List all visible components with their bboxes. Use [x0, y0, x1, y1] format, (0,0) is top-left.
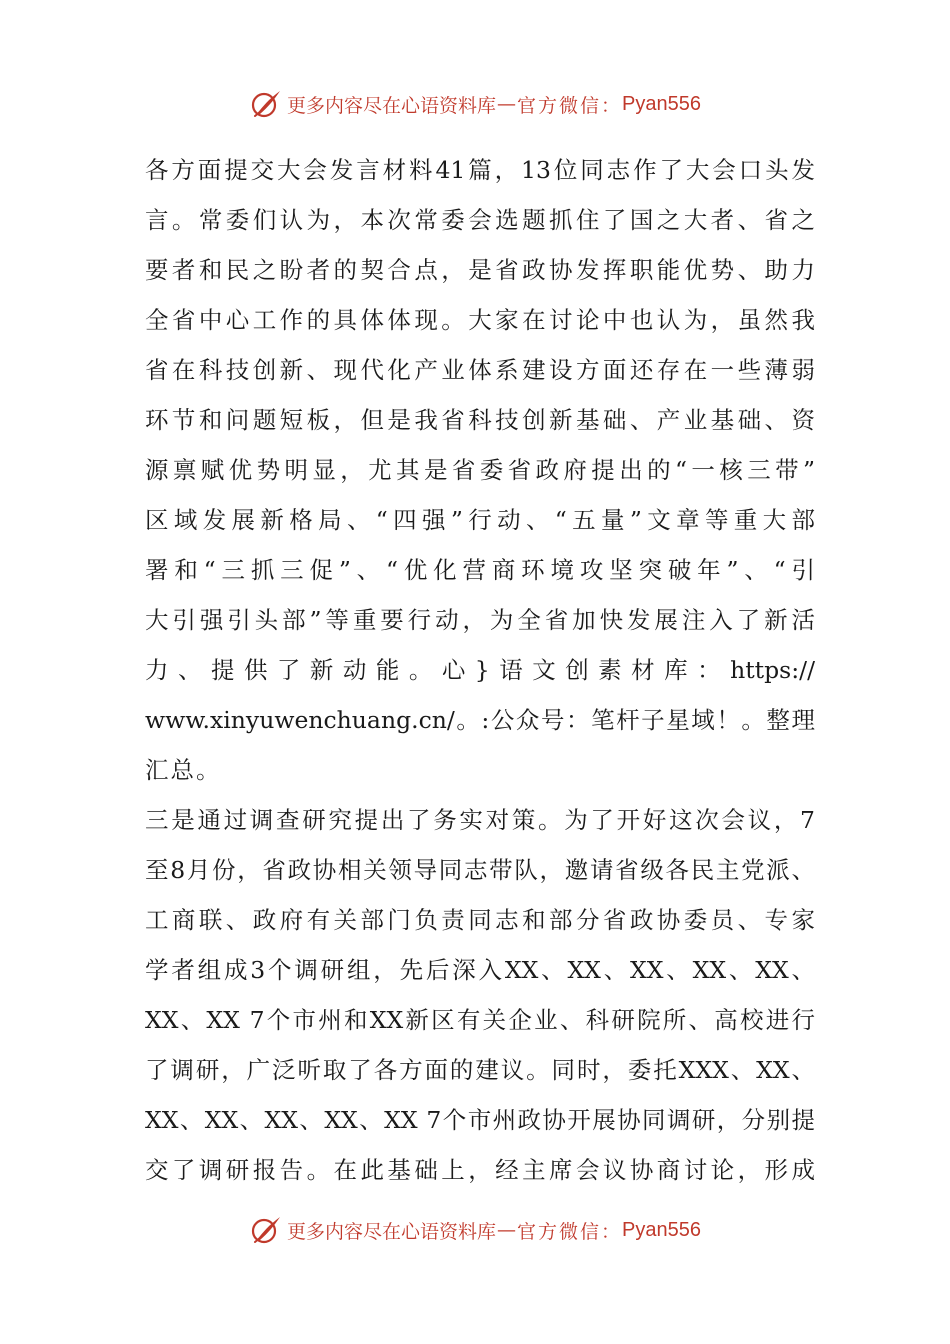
quill-logo-icon — [249, 87, 283, 121]
watermark-dash: — — [497, 93, 517, 115]
body-line-12: www.xinyuwenchuang.cn/。:公众号：笔杆子星域！。整理 — [145, 706, 815, 734]
body-line-17: 学者组成3个调研组，先后深入XX、XX、XX、XX、XX、 — [145, 956, 815, 984]
quill-logo-icon — [249, 1213, 283, 1247]
body-line-21: 交了调研报告。在此基础上，经主席会议协商讨论，形成 — [145, 1156, 815, 1184]
body-line-4: 全省中心工作的具体体现。大家在讨论中也认为，虽然我 — [145, 306, 815, 334]
document-body — [145, 145, 815, 1195]
body-line-1: 各方面提交大会发言材料41篇，13位同志作了大会口头发 — [145, 156, 815, 184]
watermark-dash: — — [497, 1219, 517, 1241]
body-line-10: 大引强引头部”等重要行动，为全省加快发展注入了新活 — [145, 606, 815, 634]
body-line-16: 工商联、政府有关部门负责同志和部分省政协委员、专家 — [145, 906, 815, 934]
body-line-14: 三是通过调查研究提出了务实对策。为了开好这次会议，7 — [145, 806, 815, 834]
body-line-9: 署和“三抓三促”、“优化营商环境攻坚突破年”、“引 — [145, 556, 815, 584]
body-line-18: XX、XX 7个市州和XX新区有关企业、科研院所、高校进行 — [145, 1006, 815, 1034]
body-line-13: 汇总。 — [145, 756, 222, 784]
body-line-7: 源禀赋优势明显，尤其是省委省政府提出的“一核三带” — [145, 456, 815, 484]
body-line-20: XX、XX、XX、XX、XX 7个市州政协开展协同调研，分别提 — [145, 1106, 815, 1134]
footer-watermark — [0, 1210, 950, 1250]
body-line-6: 环节和问题短板，但是我省科技创新基础、产业基础、资 — [145, 406, 815, 434]
watermark-label: 官方微信： — [517, 94, 623, 117]
body-line-8: 区域发展新格局、“四强”行动、“五量”文章等重大部 — [145, 506, 815, 534]
body-line-19: 了调研，广泛听取了各方面的建议。同时，委托XXX、XX、 — [145, 1056, 815, 1084]
body-line-11: 力、提供了新动能。心}语文创素材库：https:// — [145, 656, 815, 684]
watermark-wechat-id: Pyan556 — [622, 92, 701, 115]
watermark-wechat-id: Pyan556 — [622, 1218, 701, 1241]
watermark-site-text: 更多内容尽在心语资料库 — [287, 1220, 497, 1243]
body-line-3: 要者和民之盼者的契合点，是省政协发挥职能优势、助力 — [145, 256, 815, 284]
body-line-15: 至8月份，省政协相关领导同志带队，邀请省级各民主党派、 — [145, 856, 815, 884]
watermark-site-text: 更多内容尽在心语资料库 — [287, 94, 497, 117]
watermark-label: 官方微信： — [517, 1220, 623, 1243]
header-watermark — [0, 84, 950, 124]
body-line-5: 省在科技创新、现代化产业体系建设方面还存在一些薄弱 — [145, 356, 815, 384]
body-line-2: 言。常委们认为，本次常委会选题抓住了国之大者、省之 — [145, 206, 815, 234]
